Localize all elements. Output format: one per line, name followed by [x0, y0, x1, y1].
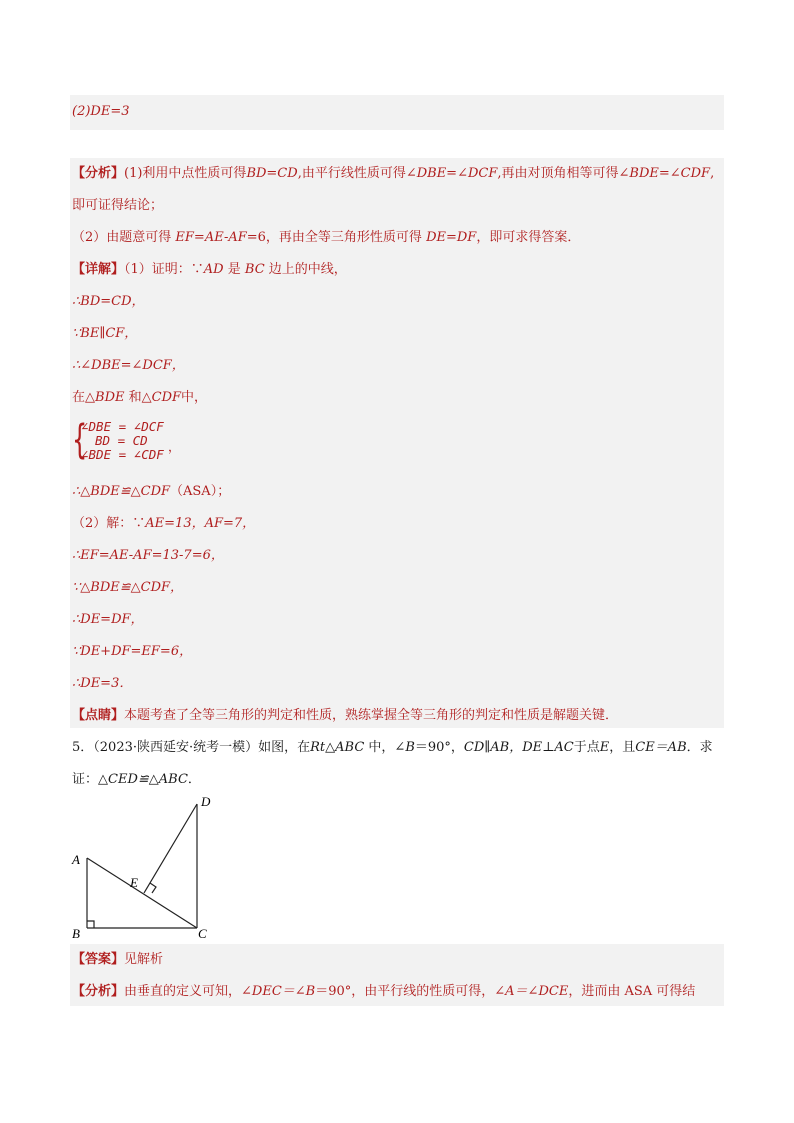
analysis-line-1: 【分析】(1)利用中点性质可得BD=CD,由平行线性质可得∠DBE=∠DCF,再由对顶角相等可得∠BDE=∠CDF, — [72, 166, 715, 181]
detail-line-12: ∴DE=3． — [72, 676, 133, 691]
label-d: D — [201, 794, 211, 809]
detail-line-10: ∴DE=DF， — [72, 612, 144, 627]
detail-line-3: ∵BE∥CF， — [72, 326, 138, 341]
detail-line-1: 【详解】（1）证明：∵AD 是 BC 边上的中线， — [72, 262, 347, 277]
detail-line-6: ∴△BDE≌△CDF（ASA）； — [72, 484, 231, 499]
analysis-line-2: 即可证得结论； — [72, 198, 164, 213]
system-row-1: ∠DBE = ∠DCF — [81, 419, 164, 434]
label-b: B — [72, 926, 80, 941]
system-row-2: BD = CD — [95, 433, 148, 448]
system-comma: ， — [168, 439, 181, 454]
detail-line-8: ∴EF=AE-AF=13-7=6， — [72, 548, 224, 563]
question-5-line-2: 证：△CED≌△ABC． — [72, 772, 201, 787]
detail-line-5: 在△BDE 和△CDF中， — [72, 390, 208, 405]
segment-ac — [87, 858, 197, 928]
comment-line: 【点睛】本题考查了全等三角形的判定和性质，熟练掌握全等三角形的判定和性质是解题关键． — [72, 708, 619, 723]
equation-system — [72, 418, 192, 464]
answer-line: (2)DE=3 — [72, 104, 130, 119]
analysis-line-3: （2）由题意可得 EF=AE-AF=6，再由全等三角形性质可得 DE=DF，即可求得答案． — [72, 230, 581, 245]
segment-de — [144, 804, 197, 893]
analysis-5-line: 【分析】由垂直的定义可知，∠DEC＝∠B＝90°，由平行线的性质可得，∠A＝∠DCE，进而由 ASA 可得结 — [72, 984, 696, 999]
triangle-figure — [66, 794, 216, 944]
detail-line-7: （2）解：∵AE=13，AF=7， — [72, 516, 256, 531]
answer-block — [70, 95, 724, 130]
label-a: A — [72, 852, 80, 867]
detail-line-11: ∵DE+DF=EF=6， — [72, 644, 193, 659]
label-c: C — [198, 926, 207, 941]
brace: { — [72, 417, 88, 463]
answer-5-line: 【答案】见解析 — [72, 952, 164, 967]
system-row-3: ∠BDE = ∠CDF — [81, 447, 164, 462]
question-5-line-1: 5．（2023·陕西延安·统考一模）如图，在Rt△ABC 中，∠B＝90°，CD∥AB，DE⊥AC于点E，且CE＝AB．求 — [72, 740, 713, 755]
detail-line-9: ∵△BDE≌△CDF， — [72, 580, 184, 595]
detail-line-4: ∴∠DBE=∠DCF， — [72, 358, 185, 373]
label-e: E — [130, 875, 138, 890]
detail-line-2: ∴BD=CD， — [72, 294, 145, 309]
right-angle-b — [87, 921, 94, 928]
right-angle-e — [150, 883, 156, 893]
